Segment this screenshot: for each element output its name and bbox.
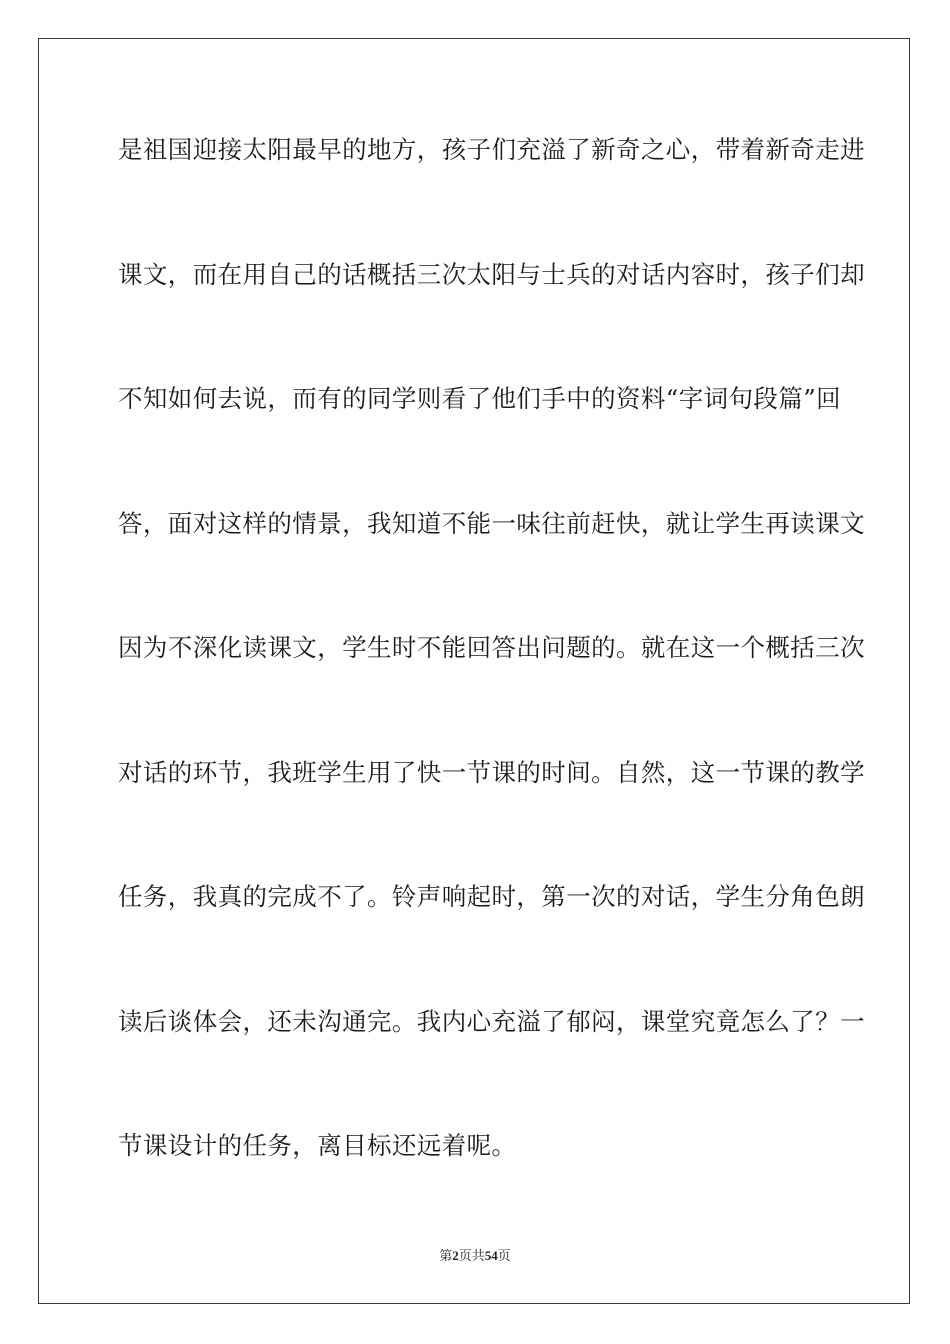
current-page-number: 2 <box>452 1248 459 1263</box>
text-line-last: 节课设计的任务，离目标还远着呢。 <box>118 1131 517 1160</box>
total-suffix: 页 <box>497 1249 511 1264</box>
document-body <box>118 126 865 1247</box>
text-line: 课文，而在用自己的话概括三次太阳与士兵的对话内容时，孩子们却 <box>118 259 865 289</box>
text-line: 对话的环节，我班学生用了快一节课的时间。自然，这一节课的教学 <box>118 757 865 787</box>
total-prefix: 共 <box>471 1249 485 1264</box>
text-line: 是祖国迎接太阳最早的地方，孩子们充溢了新奇之心，带着新奇走进 <box>118 135 865 164</box>
text-line: 答，面对这样的情景，我知道不能一味往前赶快，就让学生再读课文 <box>118 508 865 538</box>
text-line: 任务，我真的完成不了。铃声响起时，第一次的对话，学生分角色朗 <box>118 882 865 911</box>
page-number-footer <box>0 1246 950 1267</box>
page-prefix: 第 <box>439 1249 453 1264</box>
text-line: 不知如何去说，而有的同学则看了他们手中的资料“字词句段篇”回 <box>118 384 842 413</box>
text-line: 读后谈体会，还未沟通完。我内心充溢了郁闷，课堂究竟怎么了？一 <box>118 1006 865 1036</box>
total-page-count: 54 <box>484 1248 498 1263</box>
page-suffix: 页 <box>458 1249 472 1264</box>
text-line: 因为不深化读课文，学生时不能回答出问题的。就在这一个概括三次 <box>118 633 865 662</box>
